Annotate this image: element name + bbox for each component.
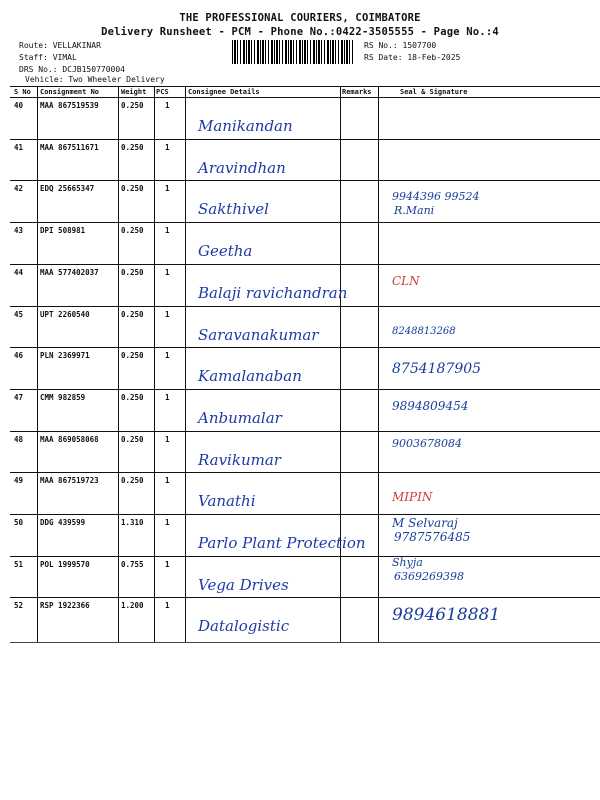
row-consignee-handwriting: Geetha — [198, 242, 253, 260]
row-signature-handwriting: 9894809454 — [392, 399, 469, 413]
row-pcs: 1 — [165, 268, 170, 277]
col-divider — [340, 86, 341, 642]
row-signature-handwriting: 9003678084 — [392, 437, 462, 450]
col-header-signature: Seal & Signature — [400, 88, 468, 96]
row-weight: 1.310 — [121, 518, 144, 527]
company-title: THE PROFESSIONAL COURIERS, COIMBATORE — [179, 12, 421, 24]
row-consignment-no: RSP 1922366 — [40, 601, 90, 610]
row-serial: 40 — [14, 101, 24, 110]
row-weight: 0.250 — [121, 226, 144, 235]
row-consignee-handwriting: Anbumalar — [198, 409, 282, 427]
drs-number: DRS No.: DCJB150770004 — [19, 65, 125, 74]
table-top-border — [10, 86, 600, 87]
row-divider — [10, 556, 600, 557]
row-serial: 49 — [14, 476, 24, 485]
row-pcs: 1 — [165, 101, 170, 110]
row-pcs: 1 — [165, 143, 170, 152]
staff-label: Staff: VIMAL — [19, 53, 77, 62]
row-weight: 1.200 — [121, 601, 144, 610]
col-header-consignee: Consignee Details — [188, 88, 260, 96]
col-header-remarks: Remarks — [342, 88, 372, 96]
row-pcs: 1 — [165, 226, 170, 235]
table-bottom-border — [10, 642, 600, 643]
row-consignment-no: MAA 867511671 — [40, 143, 99, 152]
row-consignee-handwriting: Vega Drives — [198, 576, 289, 594]
row-consignee-handwriting: Balaji ravichandran — [198, 284, 348, 302]
row-signature-handwriting: MIPIN — [392, 490, 433, 504]
row-serial: 46 — [14, 351, 24, 360]
row-signature-handwriting: 9894618881 — [392, 605, 501, 625]
row-weight: 0.250 — [121, 143, 144, 152]
row-serial: 47 — [14, 393, 24, 402]
row-serial: 50 — [14, 518, 24, 527]
row-consignment-no: MAA 577402037 — [40, 268, 99, 277]
runsheet-subtitle: Delivery Runsheet - PCM - Phone No.:0422-3505555 - Page No.:4 — [101, 26, 499, 38]
row-signature-handwriting: R.Mani — [394, 204, 435, 217]
row-divider — [10, 472, 600, 473]
col-header-weight: Weight — [121, 88, 147, 96]
row-pcs: 1 — [165, 435, 170, 444]
row-consignment-no: POL 1999570 — [40, 560, 90, 569]
row-serial: 52 — [14, 601, 24, 610]
row-weight: 0.250 — [121, 351, 144, 360]
row-consignment-no: MAA 867519723 — [40, 476, 99, 485]
row-divider — [10, 389, 600, 390]
row-serial: 45 — [14, 310, 24, 319]
col-divider — [154, 86, 155, 642]
row-consignment-no: UPT 2260540 — [40, 310, 90, 319]
row-divider — [10, 431, 600, 432]
row-consignee-handwriting: Aravindhan — [198, 159, 286, 177]
row-consignee-handwriting: Vanathi — [198, 492, 256, 510]
row-divider — [10, 180, 600, 181]
row-weight: 0.250 — [121, 268, 144, 277]
row-pcs: 1 — [165, 518, 170, 527]
col-header-consignment: Consignment No — [40, 88, 100, 96]
row-pcs: 1 — [165, 184, 170, 193]
row-consignment-no: PLN 2369971 — [40, 351, 90, 360]
row-consignee-handwriting: Ravikumar — [198, 451, 281, 469]
row-divider — [10, 347, 600, 348]
row-serial: 43 — [14, 226, 24, 235]
col-divider — [118, 86, 119, 642]
row-signature-handwriting: CLN — [392, 274, 420, 288]
rs-number: RS No.: 1507700 — [364, 41, 437, 50]
row-consignment-no: CMM 982859 — [40, 393, 86, 402]
row-divider — [10, 222, 600, 223]
row-consignee-handwriting: Manikandan — [198, 117, 293, 135]
row-pcs: 1 — [165, 601, 170, 610]
row-signature-handwriting: 8754187905 — [392, 361, 482, 377]
row-pcs: 1 — [165, 310, 170, 319]
row-consignee-handwriting: Kamalanaban — [198, 367, 302, 385]
row-weight: 0.250 — [121, 310, 144, 319]
row-weight: 0.755 — [121, 560, 144, 569]
row-signature-handwriting: 9787576485 — [394, 530, 471, 544]
col-divider — [185, 86, 186, 642]
row-divider — [10, 139, 600, 140]
row-weight: 0.250 — [121, 393, 144, 402]
row-consignment-no: DPI 508981 — [40, 226, 86, 235]
table-header-border — [10, 97, 600, 98]
row-consignee-handwriting: Datalogistic — [198, 617, 290, 635]
row-pcs: 1 — [165, 560, 170, 569]
row-consignment-no: DDG 439599 — [40, 518, 86, 527]
row-signature-handwriting: Shyja — [392, 556, 423, 569]
row-serial: 44 — [14, 268, 24, 277]
row-weight: 0.250 — [121, 476, 144, 485]
rs-date: RS Date: 18-Feb-2025 — [364, 53, 461, 62]
col-divider — [37, 86, 38, 642]
row-signature-handwriting: M Selvaraj — [392, 516, 458, 530]
row-consignee-handwriting: Sakthivel — [198, 200, 269, 218]
row-weight: 0.250 — [121, 435, 144, 444]
row-signature-handwriting: 9944396 99524 — [392, 190, 480, 203]
row-serial: 51 — [14, 560, 24, 569]
row-consignee-handwriting: Saravanakumar — [198, 326, 319, 344]
col-header-sno: S No — [14, 88, 31, 96]
row-consignee-handwriting: Parlo Plant Protection — [198, 534, 366, 552]
row-divider — [10, 514, 600, 515]
col-header-pcs: PCS — [156, 88, 169, 96]
row-signature-handwriting: 8248813268 — [392, 326, 456, 337]
row-pcs: 1 — [165, 351, 170, 360]
row-consignment-no: MAA 867519539 — [40, 101, 99, 110]
vehicle-label: Vehicle: Two Wheeler Delivery — [25, 75, 165, 84]
route-label: Route: VELLAKINAR — [19, 41, 101, 50]
row-divider — [10, 264, 600, 265]
row-divider — [10, 597, 600, 598]
barcode — [232, 40, 354, 64]
row-signature-handwriting: 6369269398 — [394, 570, 464, 583]
row-serial: 41 — [14, 143, 24, 152]
row-serial: 48 — [14, 435, 24, 444]
row-weight: 0.250 — [121, 101, 144, 110]
row-consignment-no: MAA 869058068 — [40, 435, 99, 444]
row-divider — [10, 306, 600, 307]
row-pcs: 1 — [165, 476, 170, 485]
row-weight: 0.250 — [121, 184, 144, 193]
col-divider — [378, 86, 379, 642]
row-pcs: 1 — [165, 393, 170, 402]
row-serial: 42 — [14, 184, 24, 193]
row-consignment-no: EDQ 25665347 — [40, 184, 95, 193]
